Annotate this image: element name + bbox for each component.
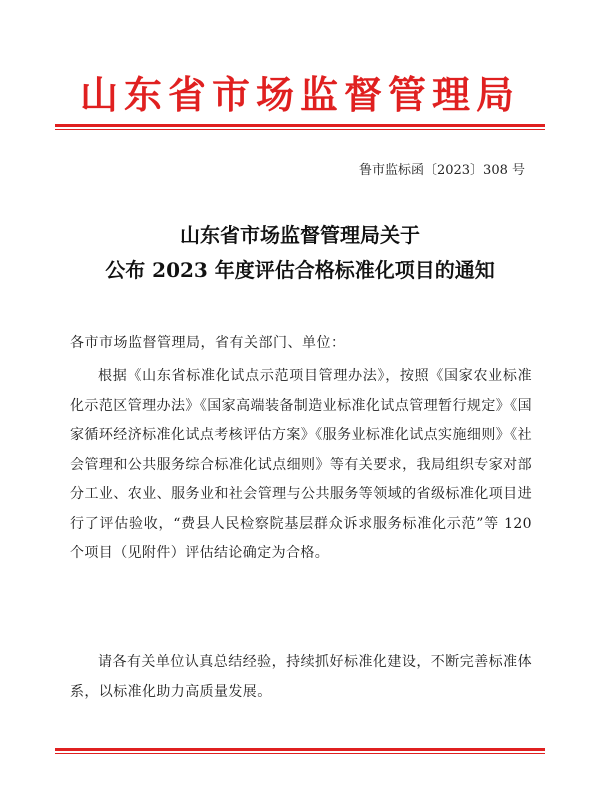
document-title-line1: 山东省市场监督管理局关于 bbox=[180, 223, 420, 247]
agency-header-title: 山东省市场监督管理局 bbox=[79, 72, 520, 117]
salutation: 各市市场监督管理局，省有关部门、单位： bbox=[70, 335, 346, 351]
header-red-rule-thick bbox=[55, 124, 545, 127]
body-paragraph-2: 请各有关单位认真总结经验，持续抓好标准化建设，不断完善标准体系，以标准化助力高质量发展。 bbox=[70, 654, 532, 700]
document-title-line2: 公布 2023 年度评估合格标准化项目的通知 bbox=[105, 258, 495, 282]
footer-red-rule-thin bbox=[55, 753, 545, 754]
document-number: 鲁市监标函〔2023〕308 号 bbox=[358, 163, 525, 178]
header-red-rule-thin bbox=[55, 129, 545, 130]
body-paragraph-1: 根据《山东省标准化试点示范项目管理办法》，按照《国家农业标准化示范区管理办法》《国家高端装备制造业标准化试点管理暂行规定》《国家循环经济标准化试点考核评估方案》《服务业标准化试点实施细则》《社会管理和公共服务综合标准化试点细则》等有关要求，我局组织专家对部分工业、农业、服务业和社会管理与公共服务等领域的省级标准化项目进行了评估验收，“费县人民检察院基层群众诉求服务标准化示范”等 120 个项目（见附件）评估结论确定为合格。 bbox=[70, 368, 532, 561]
footer-red-rule-thick bbox=[55, 748, 545, 751]
